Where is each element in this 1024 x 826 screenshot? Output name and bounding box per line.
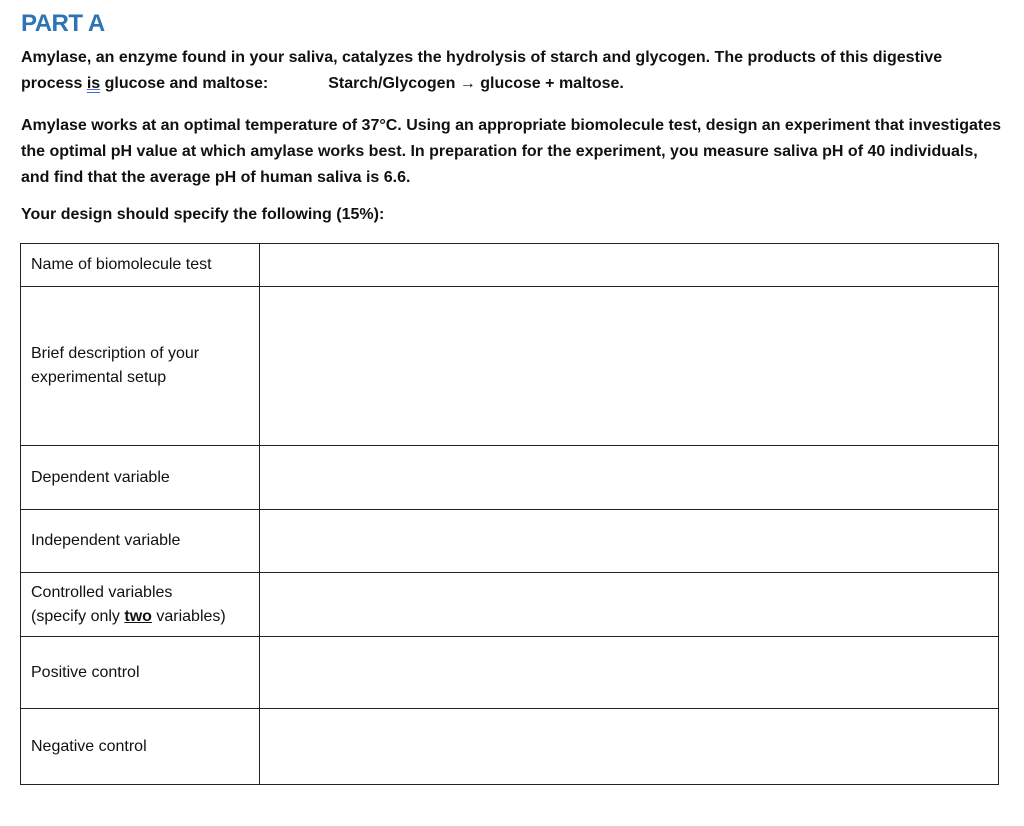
row-label-test-name: Name of biomolecule test (21, 244, 260, 287)
row-label-setup-line-2: experimental setup (31, 369, 167, 386)
row-label-positive-control: Positive control (21, 637, 260, 709)
answer-cell-test-name[interactable] (260, 244, 999, 287)
intro-line-1: Amylase, an enzyme found in your saliva, catalyzes the hydrolysis of starch and glycogen. The products of this digestive (21, 49, 943, 66)
section-heading: PART A (21, 10, 105, 37)
row-label-setup (21, 287, 260, 446)
grammar-flagged-word: is (86, 75, 101, 92)
intro-line-2 (21, 71, 1003, 97)
answer-cell-setup[interactable] (260, 287, 999, 446)
row-label-dependent: Dependent variable (21, 446, 260, 510)
answer-cell-positive-control[interactable] (260, 637, 999, 709)
row-label-controlled-line-1: Controlled variables (31, 583, 173, 601)
answer-cell-independent[interactable] (260, 510, 999, 573)
experiment-design-table (20, 243, 999, 785)
intro-paragraph (21, 45, 1003, 97)
row-label-setup-line-1: Brief description of your (31, 345, 200, 362)
intro-line-2-start: process (21, 75, 87, 92)
answer-cell-dependent[interactable] (260, 446, 999, 510)
emphasis-two: two (124, 607, 152, 625)
instruction-text: Your design should specify the following (15%): (21, 206, 385, 223)
answer-cell-controlled[interactable] (260, 573, 999, 637)
row-label-controlled-line-2-start: (specify only (31, 607, 125, 625)
table-row (21, 637, 999, 709)
answer-cell-negative-control[interactable] (260, 709, 999, 785)
table-row (21, 287, 999, 446)
table-row (21, 510, 999, 573)
table-row (21, 573, 999, 637)
intro-line-2-end: glucose and maltose: (100, 75, 269, 92)
table-row (21, 446, 999, 510)
table-row (21, 244, 999, 287)
reaction-equation: Starch/Glycogen → glucose + maltose. (328, 75, 624, 92)
task-paragraph: Amylase works at an optimal temperature of 37°C. Using an appropriate biomolecule test, design an experiment that investigates the optimal pH value at which amylase works best. In preparation for the experiment, you measure saliva pH of 40 individuals, and find that the average pH of human saliva is 6.6. (21, 117, 1001, 186)
table-row (21, 709, 999, 785)
row-label-controlled-line-2-end: variables) (151, 607, 226, 625)
row-label-negative-control: Negative control (21, 709, 260, 785)
row-label-controlled (21, 573, 260, 637)
row-label-independent: Independent variable (21, 510, 260, 573)
